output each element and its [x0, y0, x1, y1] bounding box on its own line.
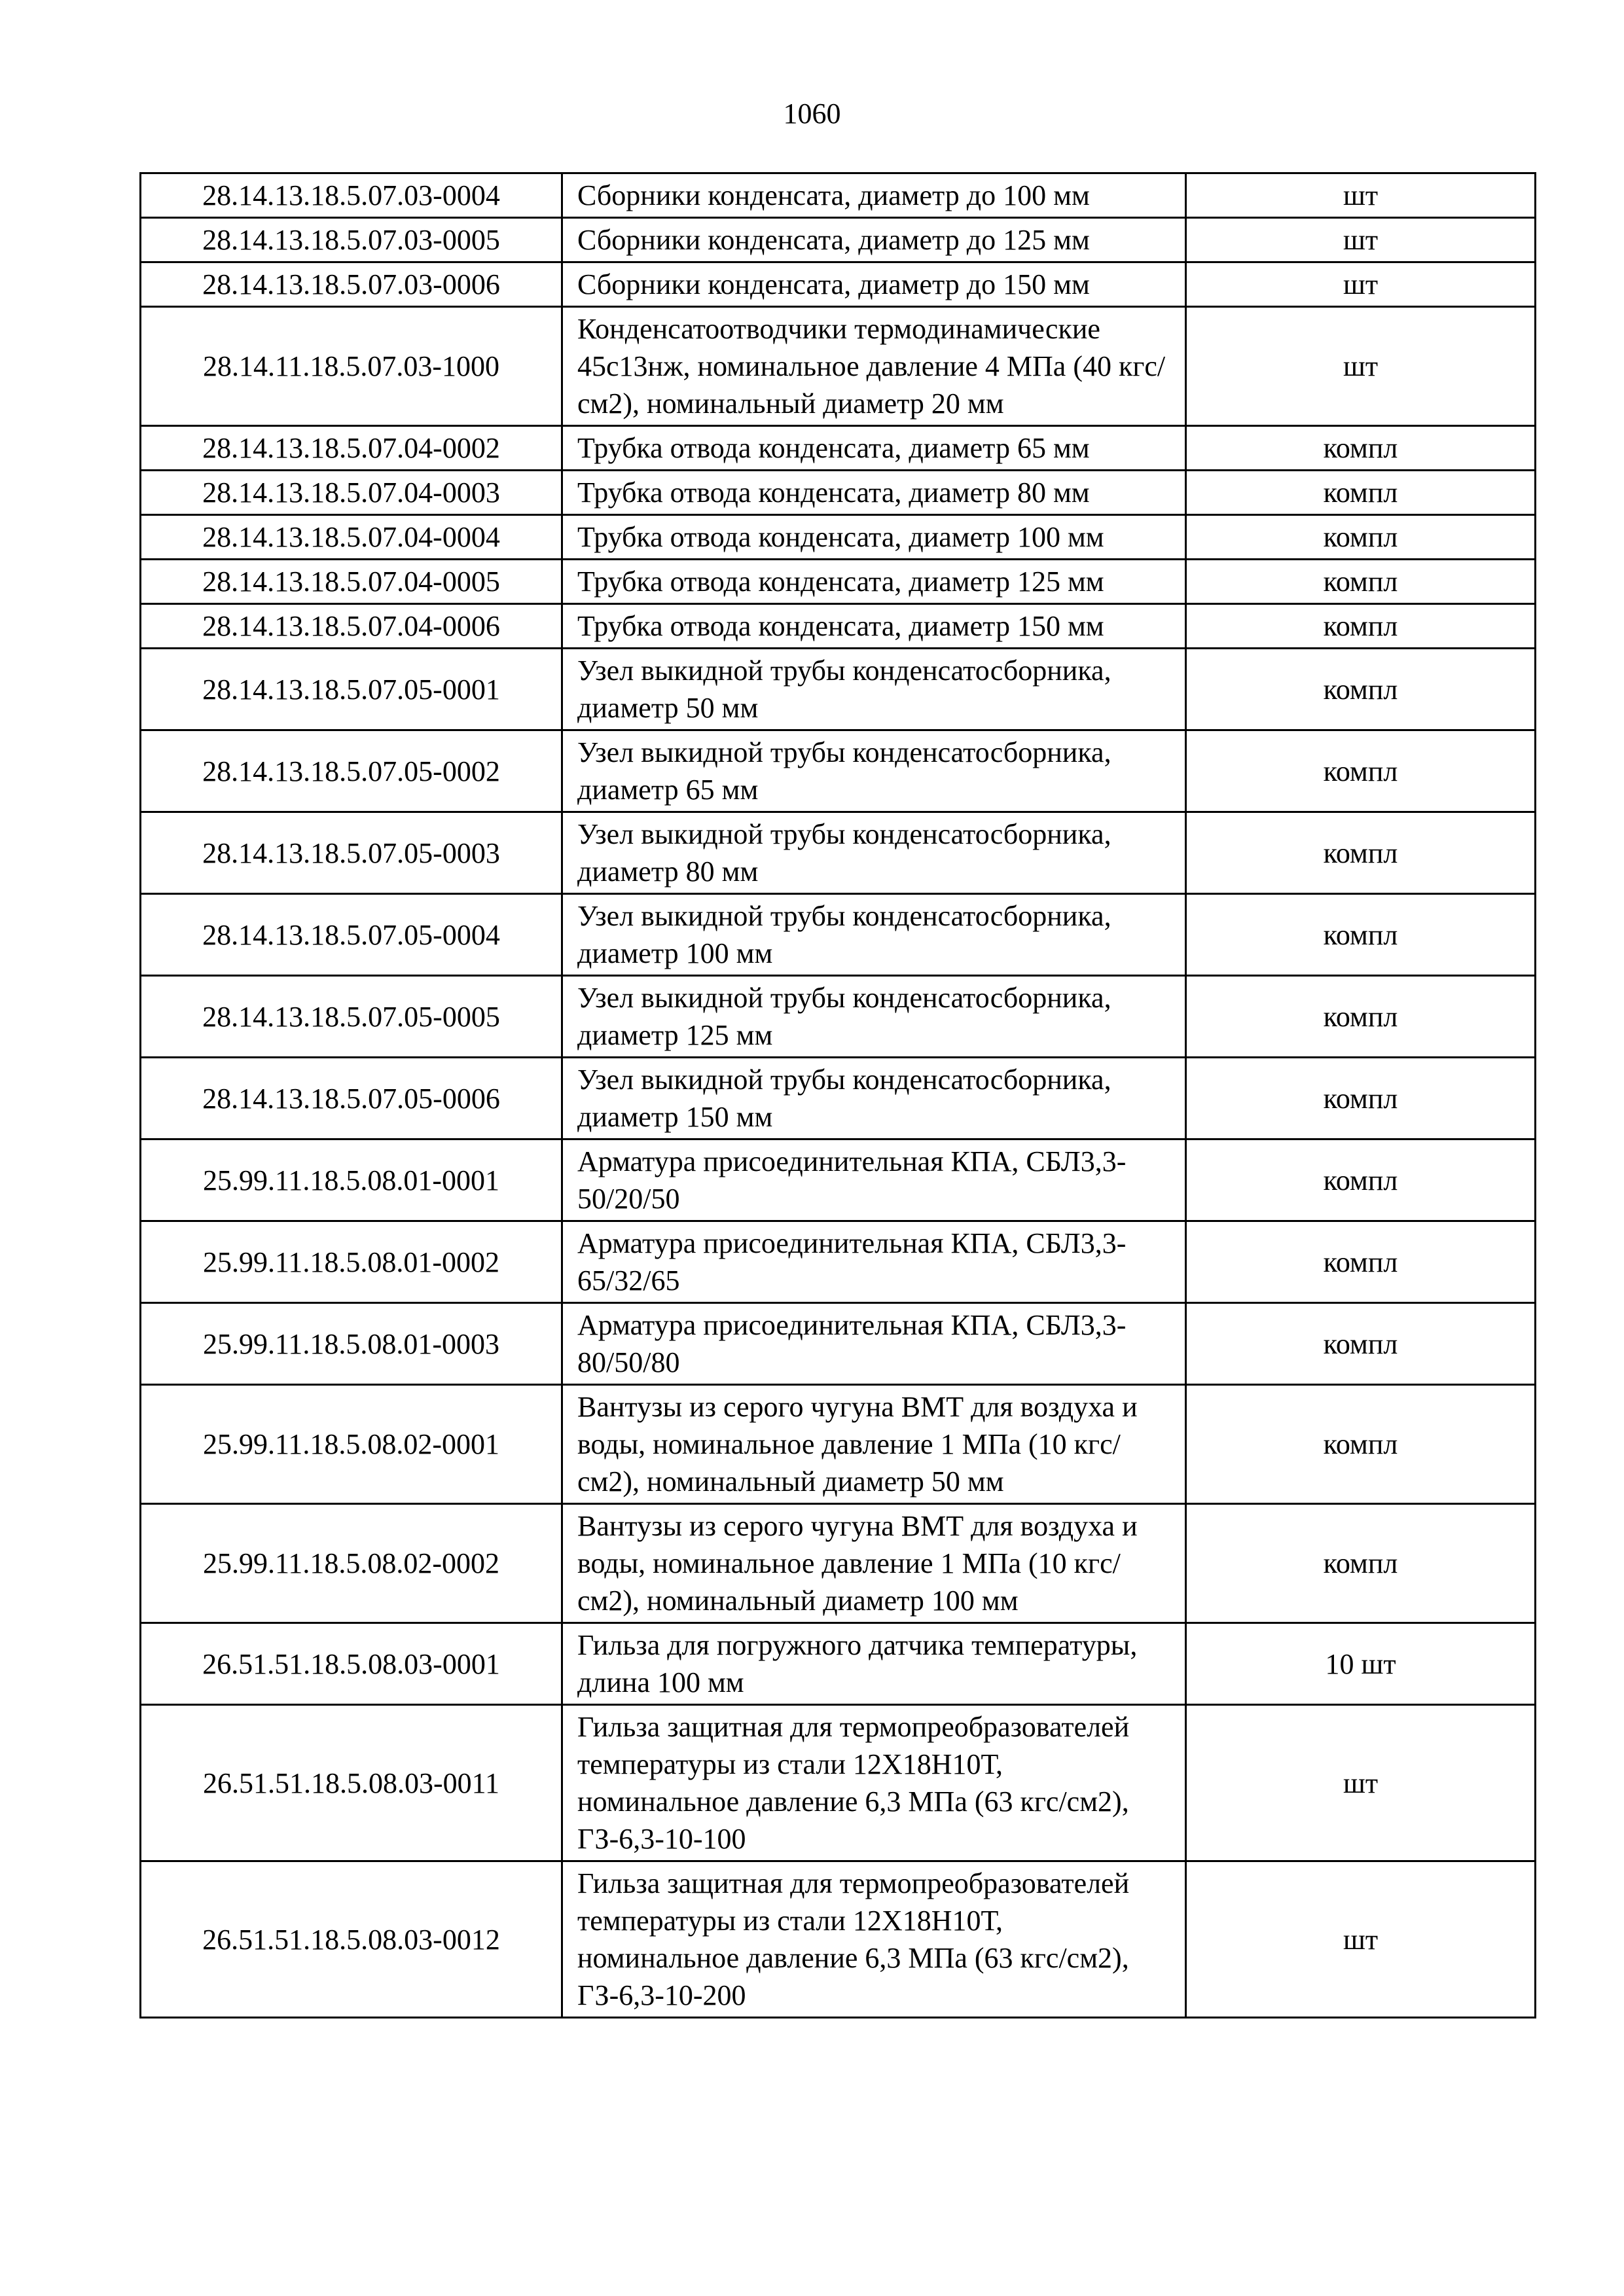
table-row [141, 1058, 1536, 1139]
page-number: 1060 [783, 98, 841, 130]
unit-cell: шт [1186, 173, 1536, 218]
table-row [141, 1221, 1536, 1303]
table-row [141, 560, 1536, 604]
resource-name-cell: Узел выкидной трубы конденсатосборника, диаметр 80 мм [562, 812, 1186, 894]
table-row [141, 1303, 1536, 1385]
unit-cell: шт [1186, 1861, 1536, 2018]
resource-code-cell: 25.99.11.18.5.08.01-0002 [141, 1221, 562, 1303]
resource-code-cell: 28.14.13.18.5.07.04-0006 [141, 604, 562, 649]
resource-code-cell: 28.14.13.18.5.07.03-0006 [141, 262, 562, 307]
resource-code-cell: 28.14.13.18.5.07.04-0003 [141, 471, 562, 515]
resource-name-cell: Узел выкидной трубы конденсатосборника, диаметр 150 мм [562, 1058, 1186, 1139]
resource-name-cell: Конденсатоотводчики термодинамические 45с13нж, номинальное давление 4 МПа (40 кгс/см2), номинальный диаметр 20 мм [562, 307, 1186, 426]
unit-cell: компл [1186, 894, 1536, 976]
resource-name-cell: Трубка отвода конденсата, диаметр 125 мм [562, 560, 1186, 604]
resource-code-cell: 28.14.13.18.5.07.04-0002 [141, 426, 562, 471]
resource-name-cell: Трубка отвода конденсата, диаметр 80 мм [562, 471, 1186, 515]
unit-cell: компл [1186, 649, 1536, 730]
resource-code-cell: 28.14.11.18.5.07.03-1000 [141, 307, 562, 426]
resource-name-cell: Сборники конденсата, диаметр до 125 мм [562, 218, 1186, 262]
resource-name-cell: Арматура присоединительная КПА, СБЛ3,3-50/20/50 [562, 1139, 1186, 1221]
resource-code-cell: 28.14.13.18.5.07.04-0004 [141, 515, 562, 560]
unit-cell: компл [1186, 1221, 1536, 1303]
resource-name-cell: Вантузы из серого чугуна ВМТ для воздуха и воды, номинальное давление 1 МПа (10 кгс/см2), номинальный диаметр 50 мм [562, 1385, 1186, 1504]
unit-cell: шт [1186, 1705, 1536, 1861]
unit-cell: компл [1186, 976, 1536, 1058]
table-row [141, 604, 1536, 649]
unit-cell: шт [1186, 218, 1536, 262]
unit-cell: компл [1186, 426, 1536, 471]
resource-code-cell: 28.14.13.18.5.07.03-0005 [141, 218, 562, 262]
table-row [141, 1861, 1536, 2018]
resource-name-cell: Вантузы из серого чугуна ВМТ для воздуха и воды, номинальное давление 1 МПа (10 кгс/см2), номинальный диаметр 100 мм [562, 1504, 1186, 1623]
resource-table [139, 172, 1536, 2018]
unit-cell: компл [1186, 812, 1536, 894]
unit-cell: 10 шт [1186, 1623, 1536, 1705]
resource-code-cell: 28.14.13.18.5.07.03-0004 [141, 173, 562, 218]
resource-code-cell: 26.51.51.18.5.08.03-0001 [141, 1623, 562, 1705]
table-body [141, 173, 1536, 2018]
resource-code-cell: 25.99.11.18.5.08.02-0002 [141, 1504, 562, 1623]
table-row [141, 218, 1536, 262]
unit-cell: шт [1186, 262, 1536, 307]
resource-name-cell: Трубка отвода конденсата, диаметр 100 мм [562, 515, 1186, 560]
resource-name-cell: Сборники конденсата, диаметр до 150 мм [562, 262, 1186, 307]
table-row [141, 173, 1536, 218]
resource-name-cell: Сборники конденсата, диаметр до 100 мм [562, 173, 1186, 218]
table-row [141, 1623, 1536, 1705]
table-row [141, 730, 1536, 812]
table-row [141, 1705, 1536, 1861]
table-row [141, 649, 1536, 730]
unit-cell: компл [1186, 515, 1536, 560]
unit-cell: компл [1186, 730, 1536, 812]
resource-name-cell: Арматура присоединительная КПА, СБЛ3,3-80/50/80 [562, 1303, 1186, 1385]
resource-name-cell: Гильза для погружного датчика температуры, длина 100 мм [562, 1623, 1186, 1705]
resource-code-cell: 25.99.11.18.5.08.01-0003 [141, 1303, 562, 1385]
table-row [141, 1139, 1536, 1221]
resource-name-cell: Трубка отвода конденсата, диаметр 150 мм [562, 604, 1186, 649]
resource-code-cell: 25.99.11.18.5.08.01-0001 [141, 1139, 562, 1221]
resource-code-cell: 28.14.13.18.5.07.05-0003 [141, 812, 562, 894]
unit-cell: компл [1186, 1058, 1536, 1139]
table-row [141, 471, 1536, 515]
resource-code-cell: 28.14.13.18.5.07.04-0005 [141, 560, 562, 604]
table-row [141, 812, 1536, 894]
unit-cell: компл [1186, 471, 1536, 515]
resource-name-cell: Узел выкидной трубы конденсатосборника, диаметр 65 мм [562, 730, 1186, 812]
unit-cell: компл [1186, 560, 1536, 604]
resource-name-cell: Трубка отвода конденсата, диаметр 65 мм [562, 426, 1186, 471]
resource-name-cell: Узел выкидной трубы конденсатосборника, диаметр 100 мм [562, 894, 1186, 976]
resource-code-cell: 26.51.51.18.5.08.03-0011 [141, 1705, 562, 1861]
resource-code-cell: 28.14.13.18.5.07.05-0005 [141, 976, 562, 1058]
table-row [141, 515, 1536, 560]
unit-cell: компл [1186, 1303, 1536, 1385]
resource-code-cell: 26.51.51.18.5.08.03-0012 [141, 1861, 562, 2018]
table-row [141, 976, 1536, 1058]
resource-code-cell: 25.99.11.18.5.08.02-0001 [141, 1385, 562, 1504]
resource-name-cell: Гильза защитная для термопреобразователей температуры из стали 12Х18Н10Т, номинальное давление 6,3 МПа (63 кгс/см2), ГЗ-6,3-10-200 [562, 1861, 1186, 2018]
table-row [141, 894, 1536, 976]
table-row [141, 1385, 1536, 1504]
resource-code-cell: 28.14.13.18.5.07.05-0002 [141, 730, 562, 812]
table-row [141, 262, 1536, 307]
resource-name-cell: Арматура присоединительная КПА, СБЛ3,3-65/32/65 [562, 1221, 1186, 1303]
resource-code-cell: 28.14.13.18.5.07.05-0004 [141, 894, 562, 976]
resource-code-cell: 28.14.13.18.5.07.05-0001 [141, 649, 562, 730]
table-row [141, 1504, 1536, 1623]
resource-name-cell: Гильза защитная для термопреобразователей температуры из стали 12Х18Н10Т, номинальное давление 6,3 МПа (63 кгс/см2), ГЗ-6,3-10-100 [562, 1705, 1186, 1861]
table-row [141, 307, 1536, 426]
unit-cell: компл [1186, 1385, 1536, 1504]
resource-name-cell: Узел выкидной трубы конденсатосборника, диаметр 50 мм [562, 649, 1186, 730]
table-row [141, 426, 1536, 471]
resource-name-cell: Узел выкидной трубы конденсатосборника, диаметр 125 мм [562, 976, 1186, 1058]
unit-cell: компл [1186, 1504, 1536, 1623]
unit-cell: шт [1186, 307, 1536, 426]
unit-cell: компл [1186, 1139, 1536, 1221]
unit-cell: компл [1186, 604, 1536, 649]
resource-code-cell: 28.14.13.18.5.07.05-0006 [141, 1058, 562, 1139]
